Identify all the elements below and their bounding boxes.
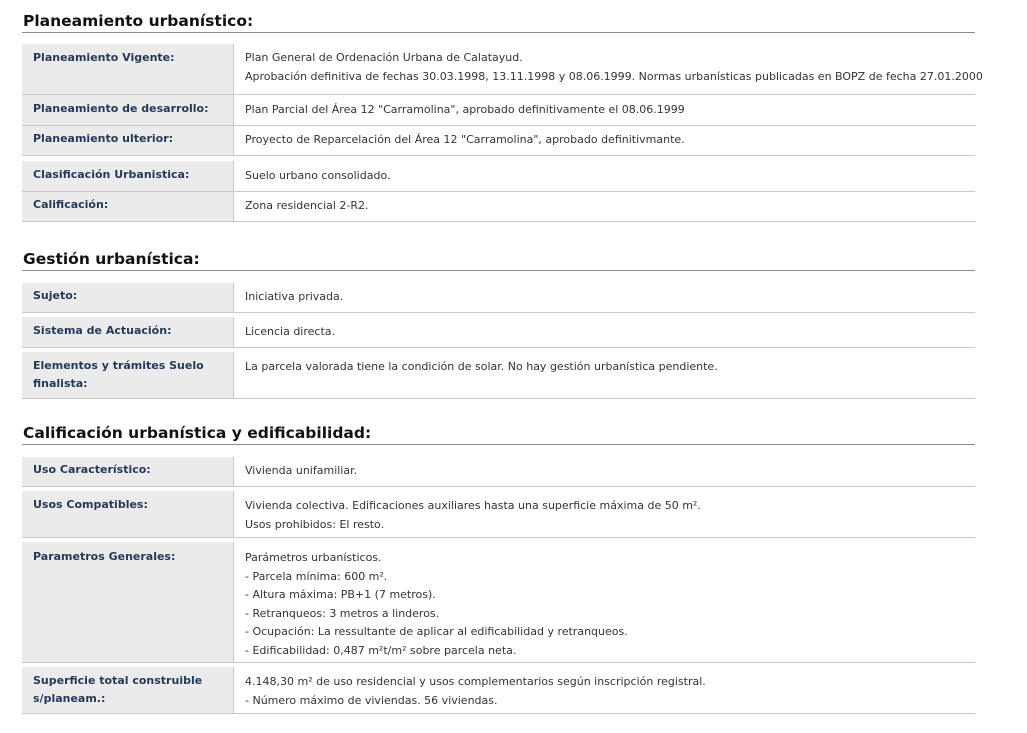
row-label: Usos Compatibles:	[22, 491, 234, 537]
value-line: - Edificabilidad: 0,487 m²t/m² sobre parcela neta.	[245, 643, 517, 657]
row-value	[234, 542, 975, 662]
row-value	[234, 126, 975, 155]
value-line: - Altura máxima: PB+1 (7 metros).	[245, 588, 436, 602]
value-line: - Número máximo de viviendas. 56 viviendas.	[245, 693, 498, 707]
value-line: Aprobación definitiva de fechas 30.03.1998, 13.11.1998 y 08.06.1999. Normas urbanísticas publicadas en BOPZ de fecha 27.01.2000	[245, 69, 983, 83]
row-label: Uso Característico:	[22, 457, 234, 486]
value-line: La parcela valorada tiene la condición de solar. No hay gestión urbanística pendiente.	[245, 360, 718, 373]
row-value	[234, 161, 975, 191]
value-line: - Ocupación: La ressultante de aplicar al edificabilidad y retranqueos.	[245, 625, 628, 639]
row-value	[234, 95, 975, 125]
row-label: Calificación:	[22, 192, 234, 221]
section-gestion	[22, 250, 975, 399]
row-label: Planeamiento de desarrollo:	[22, 95, 234, 125]
row-label: Clasificación Urbanistica:	[22, 161, 234, 191]
label-line: Superficie total construible	[33, 674, 203, 687]
section-title: Gestión urbanística:	[22, 250, 975, 271]
row-label: Planeamiento Vigente:	[22, 44, 234, 94]
value-line: Parámetros urbanísticos.	[245, 551, 382, 564]
row-value	[234, 457, 975, 486]
section-title: Planeamiento urbanístico:	[22, 12, 975, 33]
table-row	[22, 542, 975, 663]
row-value	[234, 352, 975, 398]
value-line: Plan Parcial del Área 12 "Carramolina", aprobado definitivamente el 08.06.1999	[245, 103, 685, 116]
row-label	[22, 352, 234, 398]
row-value	[234, 667, 975, 713]
value-line: Usos prohibidos: El resto.	[245, 517, 385, 531]
section-planeamiento	[22, 12, 983, 222]
row-value	[234, 491, 975, 537]
label-line: s/planeam.:	[33, 692, 106, 705]
table-row	[22, 126, 975, 156]
value-line: Suelo urbano consolidado.	[245, 169, 391, 182]
table-row	[22, 44, 983, 95]
value-line: Iniciativa privada.	[245, 290, 344, 303]
table-row	[22, 317, 975, 348]
value-line: - Retranqueos: 3 metros a linderos.	[245, 606, 440, 620]
value-line: Vivienda unifamiliar.	[245, 464, 358, 477]
table-row	[22, 667, 975, 714]
table-row	[22, 161, 975, 192]
row-label: Sistema de Actuación:	[22, 317, 234, 347]
row-value	[234, 192, 975, 221]
label-line: Elementos y trámites Suelo	[33, 359, 204, 372]
section-title: Calificación urbanística y edificabilidad:	[22, 424, 975, 445]
value-line: 4.148,30 m² de uso residencial y usos complementarios según inscripción registral.	[245, 675, 706, 688]
table-row	[22, 457, 975, 487]
table-row	[22, 95, 975, 126]
row-label: Parametros Generales:	[22, 542, 234, 662]
value-line: Zona residencial 2-R2.	[245, 199, 369, 212]
row-value	[234, 283, 975, 312]
row-value	[234, 44, 983, 94]
row-label: Sujeto:	[22, 283, 234, 312]
table-row	[22, 491, 975, 538]
value-line: Plan General de Ordenación Urbana de Calatayud.	[245, 51, 523, 64]
table-row	[22, 283, 975, 313]
table-row	[22, 352, 975, 399]
value-line: Vivienda colectiva. Edificaciones auxiliares hasta una superficie máxima de 50 m².	[245, 499, 701, 512]
row-label: Planeamiento ulterior:	[22, 126, 234, 155]
value-line: - Parcela mínima: 600 m².	[245, 569, 388, 583]
row-value	[234, 317, 975, 347]
value-line: Proyecto de Reparcelación del Área 12 "Carramolina", aprobado definitivmante.	[245, 133, 685, 146]
label-line: finalista:	[33, 377, 88, 390]
section-calificacion	[22, 424, 975, 714]
value-line: Licencia directa.	[245, 325, 335, 338]
row-label	[22, 667, 234, 713]
table-row	[22, 192, 975, 222]
